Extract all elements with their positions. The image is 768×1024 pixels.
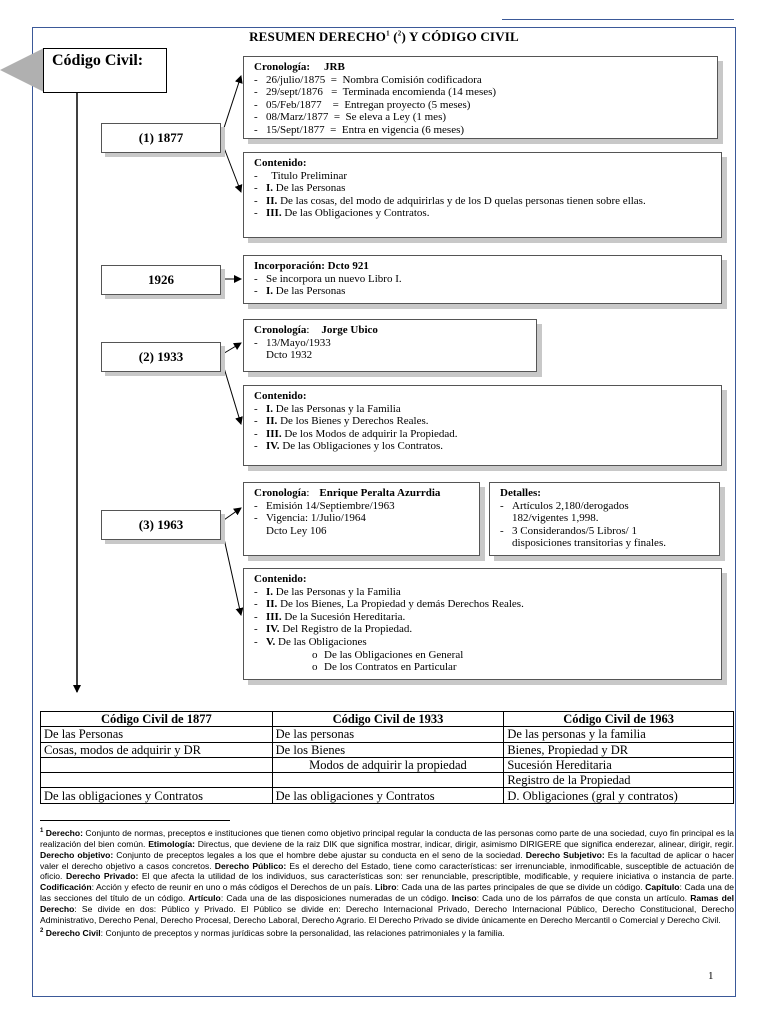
crono-1963-header: Cronología: Enrique Peralta Azurrdia (254, 487, 441, 499)
incorporacion-1926-box (243, 255, 722, 304)
list-item: - II. De los Bienes, La Propiedad y demás Derechos Reales. (254, 598, 711, 611)
table-cell (272, 773, 504, 788)
contenido-1963-box (243, 568, 722, 680)
crono-1963-box (243, 482, 480, 556)
list-item: - 26/julio/1875 = Nombra Comisión codificadora (254, 74, 707, 87)
table-row (41, 757, 734, 772)
crono-1877-box (243, 56, 718, 139)
contenido-1933-header: Contenido: (254, 390, 307, 402)
table-row (41, 742, 734, 757)
table-cell: Cosas, modos de adquirir y DR (41, 742, 273, 757)
table-cell: De las obligaciones y Contratos (272, 788, 504, 803)
list-item: - II. De las cosas, del modo de adquirirlas y de los D quelas personas tienen sobre ellas. (254, 195, 711, 208)
list-item: - 05/Feb/1877 = Entregan proyecto (5 meses) (254, 99, 707, 112)
table-cell: Bienes, Propiedad y DR (504, 742, 734, 757)
crono-1933-box (243, 319, 537, 372)
year-1933-box: (2) 1933 (101, 342, 221, 372)
year-1877-box: (1) 1877 (101, 123, 221, 153)
footnote-rule (40, 820, 230, 821)
list-item: - I. De las Personas y la Familia (254, 403, 711, 416)
table-cell: Registro de la Propiedad (504, 773, 734, 788)
crono-1933-header: Cronología: Jorge Ubico (254, 324, 378, 336)
list-item: - Titulo Preliminar (254, 170, 711, 183)
list-item: - 08/Marz/1877 = Se eleva a Ley (1 mes) (254, 111, 707, 124)
contenido-1877-box (243, 152, 722, 238)
table-row (41, 788, 734, 803)
list-item: - 29/sept/1876 = Terminada encomienda (14 meses) (254, 86, 707, 99)
list-item: - Se incorpora un nuevo Libro I. (254, 273, 711, 286)
list-item: - II. De los Bienes y Derechos Reales. (254, 415, 711, 428)
table-cell: De las obligaciones y Contratos (41, 788, 273, 803)
table-header: Código Civil de 1877 (41, 712, 273, 727)
list-item: - V. De las Obligaciones (254, 636, 711, 649)
table-row (41, 773, 734, 788)
table-cell: D. Obligaciones (gral y contratos) (504, 788, 734, 803)
footnotes (40, 826, 734, 939)
contenido-1933-box (243, 385, 722, 466)
table-cell: Sucesión Hereditaria (504, 757, 734, 772)
list-item: - I. De las Personas (254, 182, 711, 195)
table-cell: De las personas y la familia (504, 727, 734, 742)
list-item: - Artículos 2,180/derogados (500, 500, 709, 513)
list-item: Dcto Ley 106 (266, 524, 327, 537)
list-item: 182/vigentes 1,998. (512, 512, 599, 525)
page-number: 1 (708, 970, 714, 982)
list-item: - 13/Mayo/1933 (254, 337, 526, 350)
list-item: - I. De las Personas (254, 285, 711, 298)
list-item: - I. De las Personas y la Familia (254, 586, 711, 599)
page-title: RESUMEN DERECHO$^1$ ($^2$) Y CÓDIGO CIVIL (249, 29, 519, 44)
footnote-1: $^1$ Derecho: Conjunto de normas, preceptos e instituciones que tienen como objetivo principal regular la conducta de las personas como parte de una sociedad, cuyo fin principal es la realización del bien común. Etimología: Directus, que deviene de la raiz DIK que significa mostrar, indicar, dirigir, asimismo DIRIGERE que significa enderezar, alinear, dirigir, regir. Derecho objetivo: Conjunto de preceptos legales a los que el hombre debe ajustar su conducta en el seno de la sociedad. Derecho Subjetivo: Es la facultad de aplicar o hacer valer el derecho objetivo a casos concretos. Derecho Público: Es el derecho del Estado, tiene como características: ser irrenunciable, inmodificable, susceptible de actuación de oficio. Derecho Privado: El que afecta la utilidad de los individuos, sus características son: ser renunciable, prescriptible, modificable, y requiere iniciativa o instancia de parte. Codificación: Acción y efecto de reunir en uno o más códigos el Derechos de un país. Libro: Cada una de las partes principales de que se divide un código. Capítulo: Cada una de las secciones del título de un código. Artículo: Cada una de las disposiciones numeradas de un código. Inciso: Cada uno de los párrafos de que consta un artículo. Ramas del Derecho: Se divide en dos: Público y Privado. El Público se divide en: Derecho Internacional Privado, Derecho Internacional Público, Derecho Constitucional, Derecho Administrativo, Derecho Penal, Derecho Procesal, Derecho Laboral, Derecho Agrario. El Derecho Privado se divide únicamente en Derecho Mercantil o Comercial y Derecho Civil. (40, 827, 735, 926)
list-item: Dcto 1932 (266, 349, 313, 362)
list-item: - IV. De las Obligaciones y los Contratos. (254, 440, 711, 453)
sub-list-item: o De las Obligaciones en General (254, 649, 711, 662)
table-cell (41, 773, 273, 788)
year-1926-box: 1926 (101, 265, 221, 295)
sub-list-item: o De los Contratos en Particular (254, 661, 711, 674)
detalles-header: Detalles: (500, 487, 541, 499)
table-cell: Modos de adquirir la propiedad (272, 757, 504, 772)
crono-1877-header: Cronología: JRB (254, 61, 345, 73)
year-1963-box: (3) 1963 (101, 510, 221, 540)
list-item: disposiciones transitorias y finales. (512, 537, 666, 550)
list-item: - 3 Considerandos/5 Libros/ 1 (500, 525, 709, 538)
contenido-1963-header: Contenido: (254, 573, 307, 585)
list-item: - III. De la Sucesión Hereditaria. (254, 611, 711, 624)
list-item: - IV. Del Registro de la Propiedad. (254, 623, 711, 636)
comparison-table (40, 711, 734, 804)
table-cell: De las Personas (41, 727, 273, 742)
incorporacion-header: Incorporación: Dcto 921 (254, 260, 369, 272)
list-item: - III. De los Modos de adquirir la Propiedad. (254, 428, 711, 441)
table-cell: De las personas (272, 727, 504, 742)
table-header-row (41, 712, 734, 727)
contenido-1877-header: Contenido: (254, 157, 307, 169)
list-item: - Emisión 14/Septiembre/1963 (254, 500, 469, 513)
table-header: Código Civil de 1963 (504, 712, 734, 727)
table-cell: De los Bienes (272, 742, 504, 757)
list-item: - 15/Sept/1877 = Entra en vigencia (6 meses) (254, 124, 707, 137)
table-header: Código Civil de 1933 (272, 712, 504, 727)
table-row (41, 727, 734, 742)
footnote-2: $^2$ Derecho Civil: Conjunto de preceptos y normas jurídicas sobre la personalidad, las relaciones patrimoniales y la familia. (40, 927, 505, 938)
list-item: - III. De las Obligaciones y Contratos. (254, 207, 711, 220)
table-cell (41, 757, 273, 772)
list-item: - Vigencia: 1/Julio/1964 (254, 512, 469, 525)
detalles-1963-box (489, 482, 720, 556)
codigo-civil-label: Código Civil: (43, 48, 167, 93)
